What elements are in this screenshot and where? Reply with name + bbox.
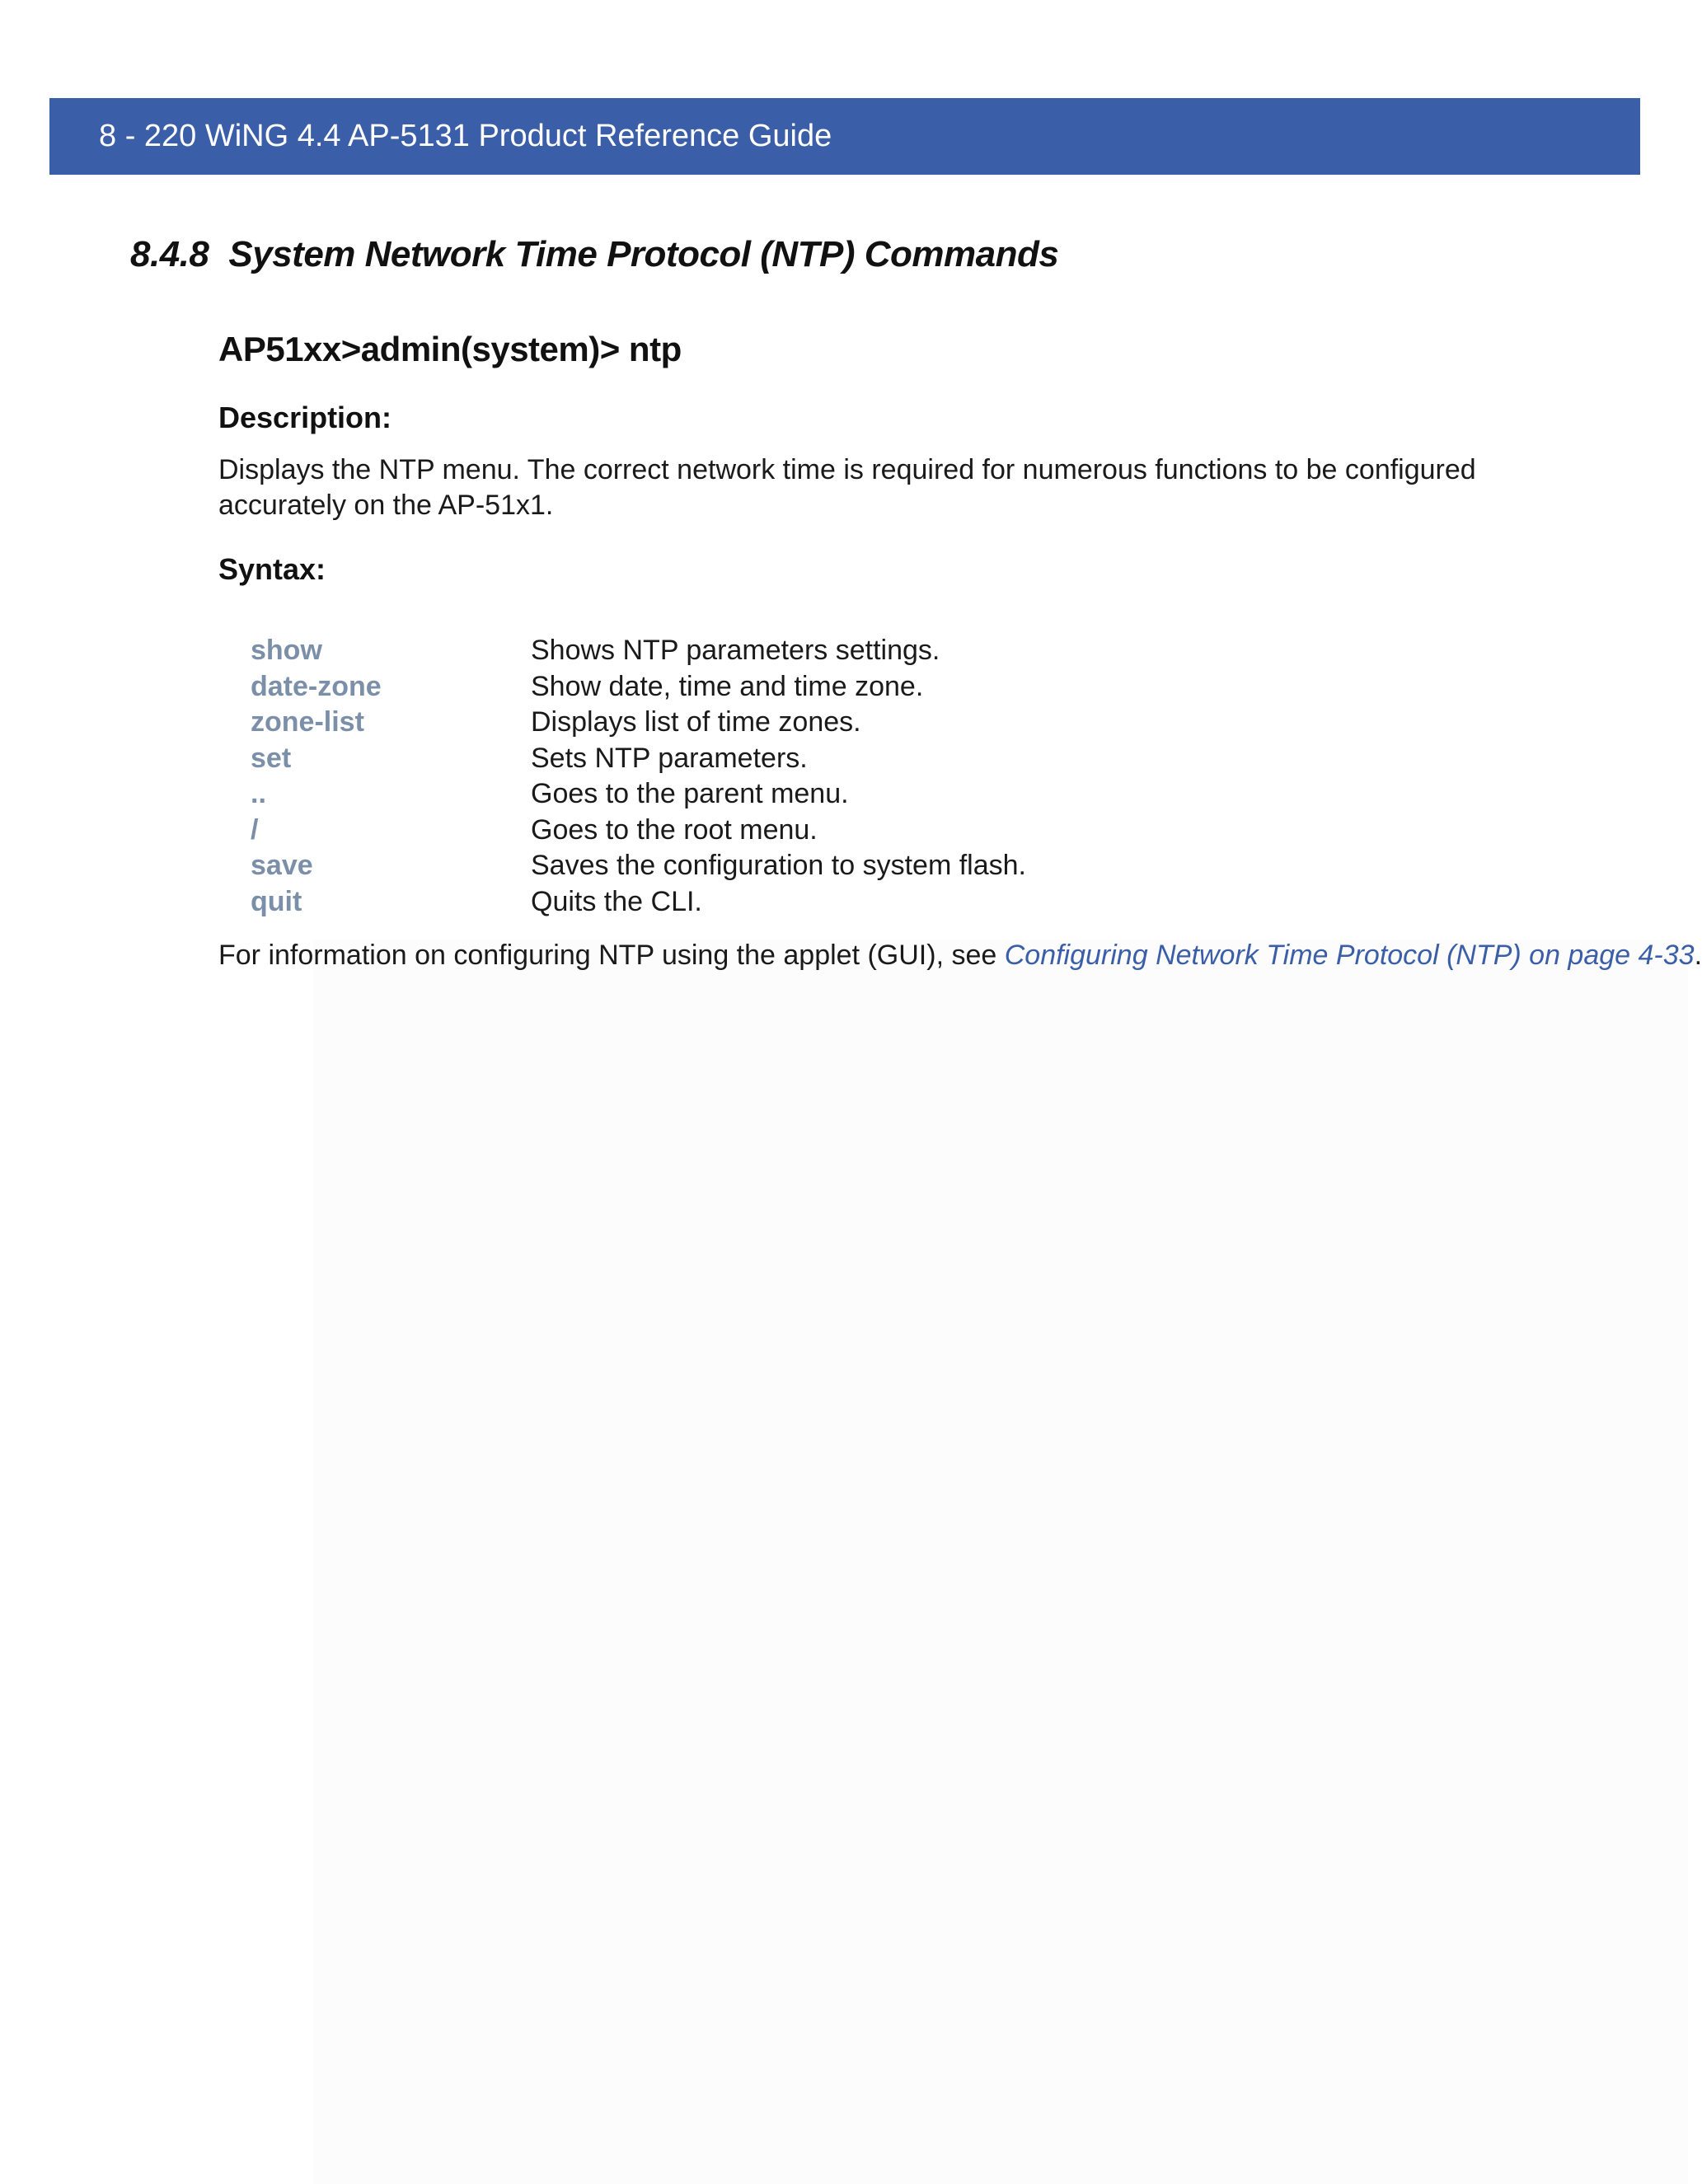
syntax-description: Shows NTP parameters settings. xyxy=(531,635,940,667)
description-label: Description: xyxy=(218,401,392,434)
page-header-title: 8 - 220 WiNG 4.4 AP-5131 Product Reference Guide xyxy=(99,119,832,153)
syntax-description: Goes to the root menu. xyxy=(531,813,818,846)
page-header-bar xyxy=(49,98,1640,175)
info-prefix: For information on configuring NTP using the applet (GUI), see xyxy=(218,940,1005,971)
section-title: System Network Time Protocol (NTP) Commands xyxy=(228,234,1059,274)
syntax-row xyxy=(251,705,1404,741)
syntax-command: zone-list xyxy=(251,706,364,738)
description-text: Displays the NTP menu. The correct network time is required for numerous functions to be configured accurately on the AP-51x1. xyxy=(218,454,1476,521)
section-heading xyxy=(130,234,1058,275)
syntax-description: Goes to the parent menu. xyxy=(531,778,849,810)
syntax-command: / xyxy=(251,813,259,846)
syntax-command: .. xyxy=(251,778,266,810)
syntax-label: Syntax: xyxy=(218,552,326,586)
page-background xyxy=(313,940,1688,2184)
syntax-description: Saves the configuration to system flash. xyxy=(531,850,1026,882)
syntax-description: Quits the CLI. xyxy=(531,885,702,917)
syntax-row xyxy=(251,848,1404,884)
syntax-command: show xyxy=(251,635,322,667)
syntax-row xyxy=(251,669,1404,705)
info-paragraph xyxy=(218,938,1702,973)
cross-reference-link[interactable]: Configuring Network Time Protocol (NTP) on page 4-33 xyxy=(1004,940,1695,971)
syntax-description: Show date, time and time zone. xyxy=(531,670,924,702)
syntax-row xyxy=(251,741,1404,777)
syntax-description: Sets NTP parameters. xyxy=(531,742,808,774)
syntax-row xyxy=(251,776,1404,813)
command-title: AP51xx>admin(system)> ntp xyxy=(218,330,682,368)
syntax-command: set xyxy=(251,742,292,774)
section-number: 8.4.8 xyxy=(130,234,209,274)
syntax-command: quit xyxy=(251,885,302,917)
syntax-table xyxy=(251,633,1404,920)
syntax-row xyxy=(251,884,1404,921)
info-suffix: . xyxy=(1694,940,1702,971)
syntax-command: save xyxy=(251,850,313,882)
syntax-row xyxy=(251,633,1404,669)
syntax-description: Displays list of time zones. xyxy=(531,706,861,738)
syntax-command: date-zone xyxy=(251,670,382,702)
syntax-row xyxy=(251,813,1404,849)
